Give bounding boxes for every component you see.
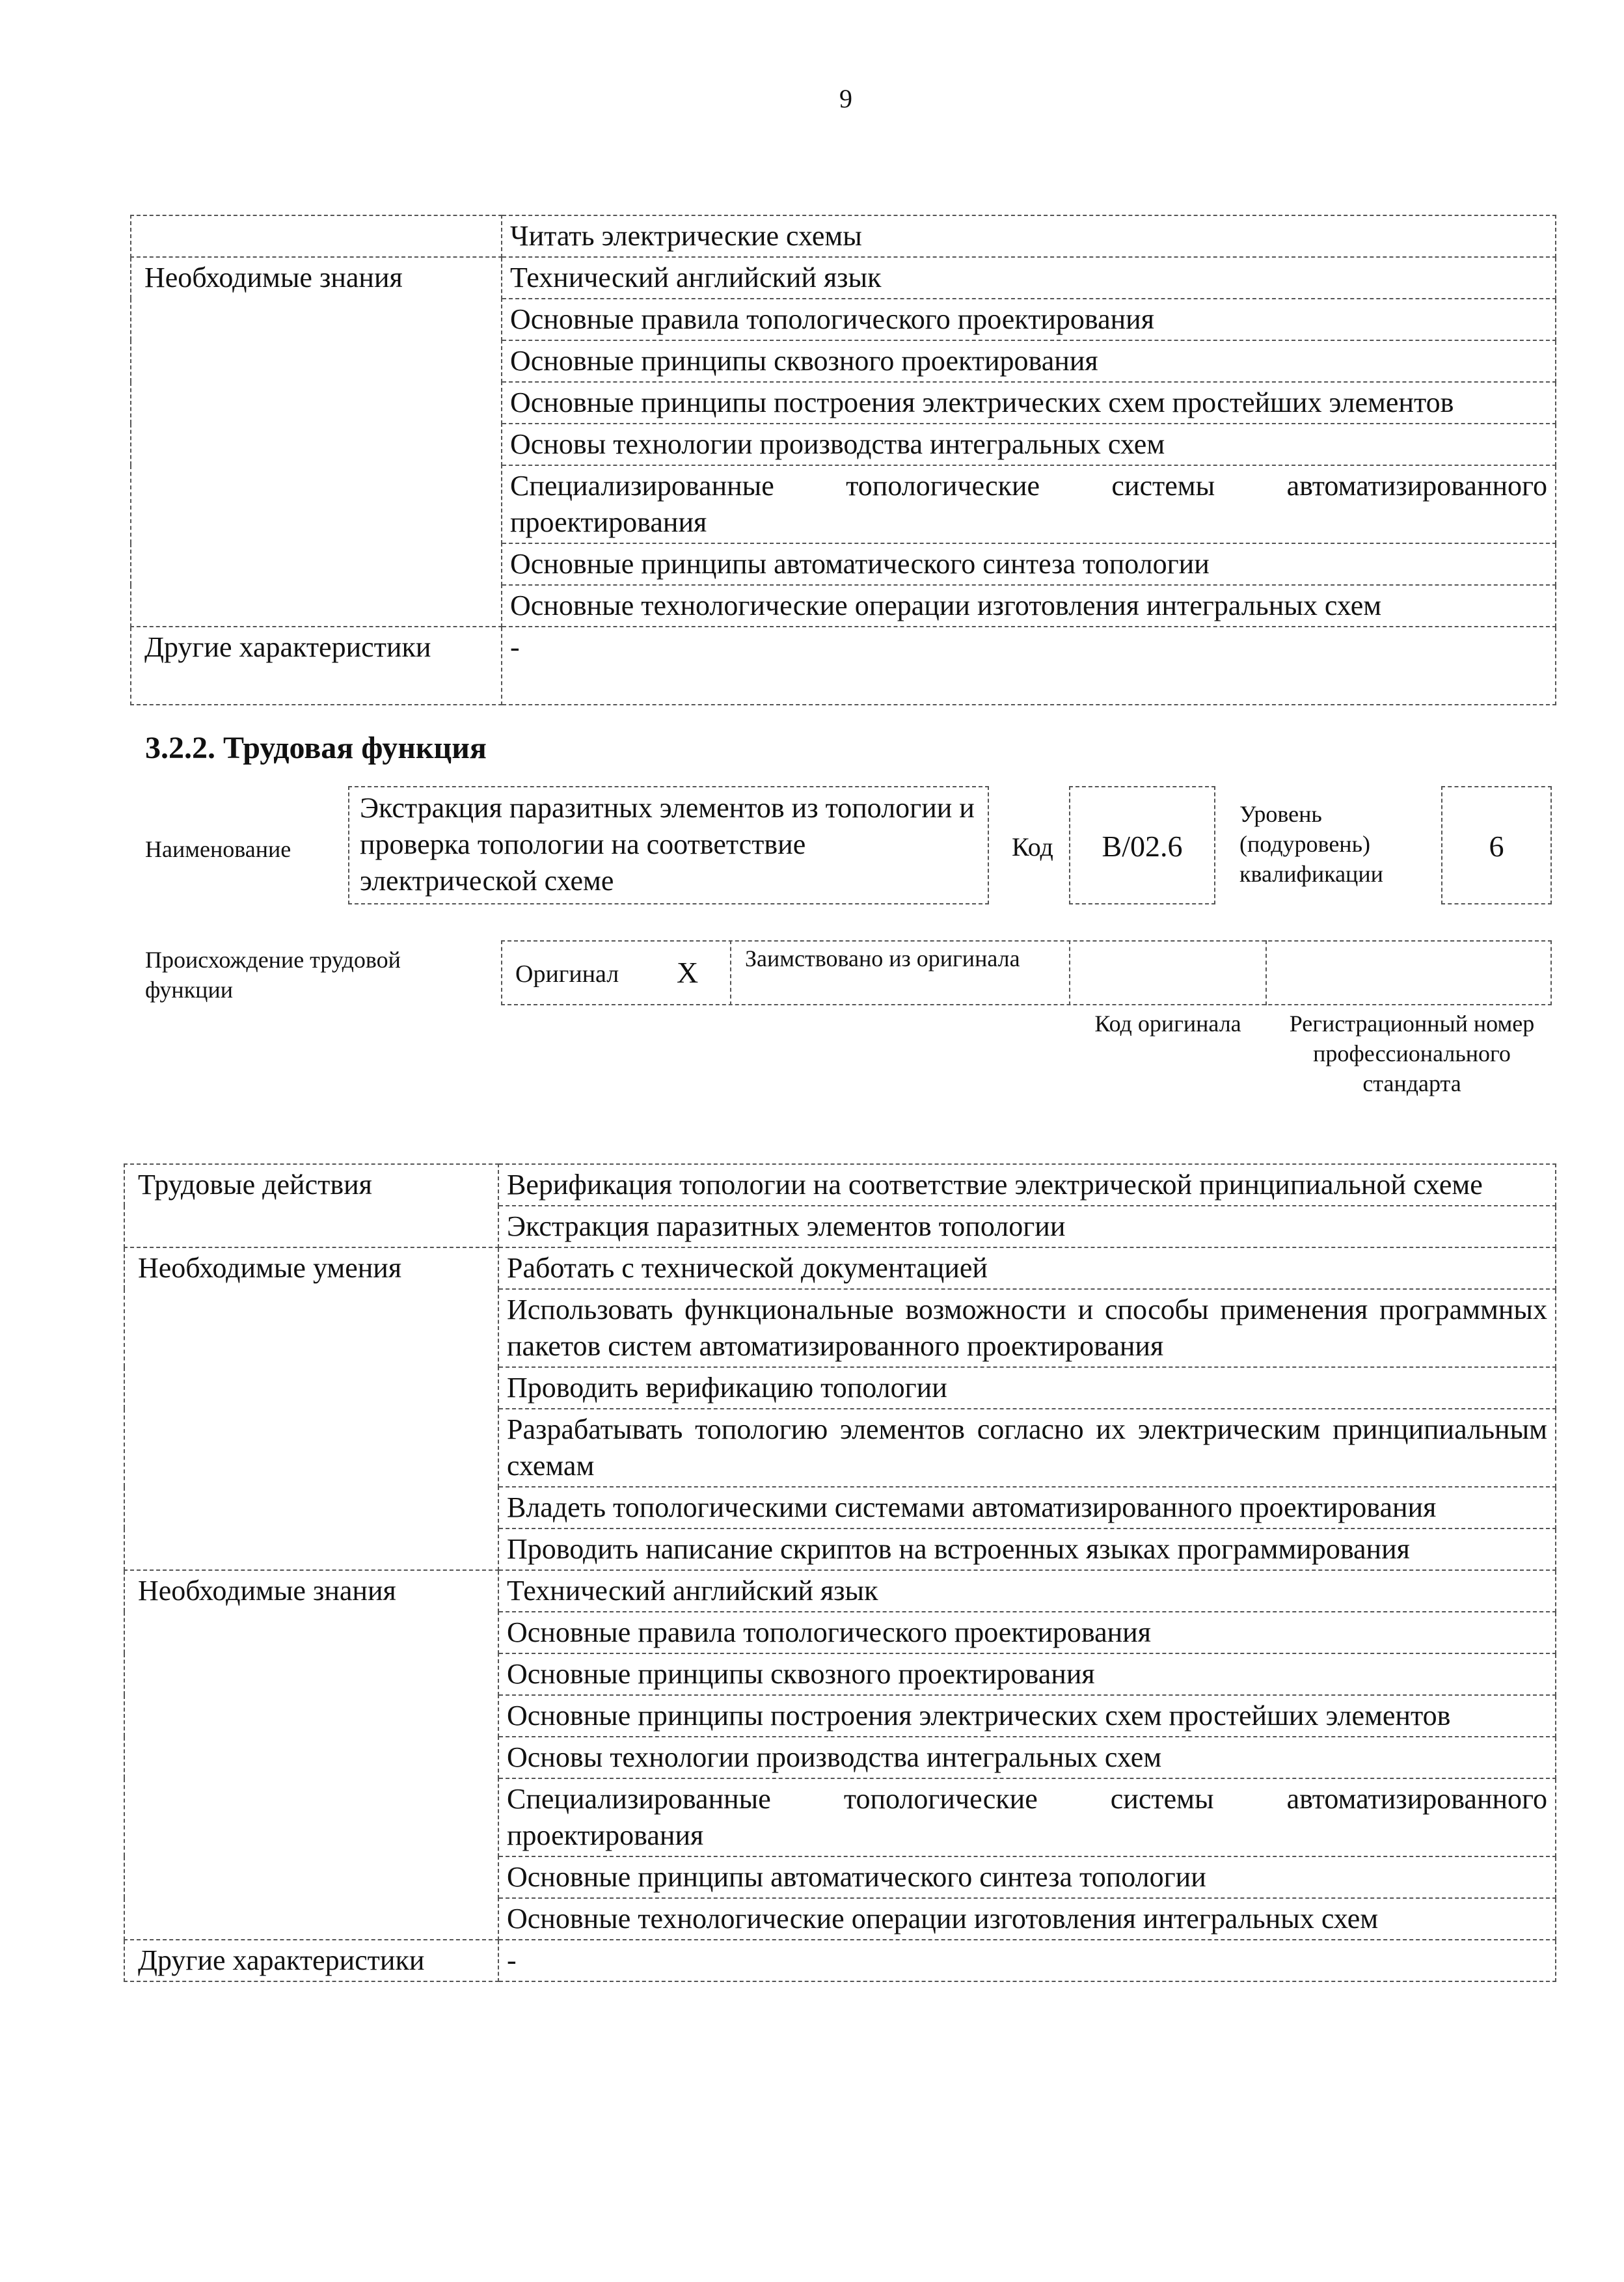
- code-box: B/02.6: [1069, 786, 1215, 904]
- skills-label: Необходимые умения: [124, 1247, 498, 1570]
- knowledge-label: Необходимые знания: [124, 1570, 498, 1940]
- divider: [1265, 940, 1268, 1005]
- table-cell: Основные принципы построения электрических схем простейших элементов: [498, 1695, 1556, 1737]
- table-cell: Владеть топологическими системами автоматизированного проектирования: [498, 1487, 1556, 1528]
- table-cell: Основные технологические операции изготовления интегральных схем: [502, 585, 1556, 627]
- other-value: -: [502, 627, 1556, 705]
- other-value: -: [498, 1940, 1556, 1981]
- table-cell: Специализированные топологические системы автоматизированного проектирования: [502, 465, 1556, 543]
- table-cell: Основные технологические операции изготовления интегральных схем: [498, 1898, 1556, 1940]
- level-box: 6: [1441, 786, 1552, 904]
- function-name-box: Экстракция паразитных элементов из топологии и проверка топологии на соответствие электрической схеме: [348, 786, 989, 904]
- table-cell: Проводить написание скриптов на встроенных языках программирования: [498, 1528, 1556, 1570]
- original-mark: X: [677, 956, 699, 989]
- table-cell: Основные правила топологического проектирования: [502, 299, 1556, 340]
- other-label: Другие характеристики: [131, 627, 502, 705]
- table-cell: Технический английский язык: [498, 1570, 1556, 1612]
- other-label: Другие характеристики: [124, 1940, 498, 1981]
- page-number: 9: [839, 84, 852, 113]
- table-cell: Экстракция паразитных элементов топологии: [498, 1206, 1556, 1247]
- table-cell: Основные принципы автоматического синтеза топологии: [502, 543, 1556, 585]
- origin-label: Происхождение трудовой функции: [145, 947, 401, 1003]
- table-cell: Читать электрические схемы: [502, 215, 1556, 257]
- section-title: 3.2.2. Трудовая функция: [145, 731, 487, 765]
- knowledge-label: Необходимые знания: [131, 257, 502, 627]
- borrowed-label: Заимствовано из оригинала: [745, 945, 1020, 971]
- name-label: Наименование: [145, 836, 291, 862]
- table-cell: Разрабатывать топологию элементов согласно их электрическим принципиальным схемам: [498, 1409, 1556, 1487]
- table-cell: Проводить верификацию топологии: [498, 1367, 1556, 1409]
- table-cell: Работать с технической документацией: [498, 1247, 1556, 1289]
- table-cell: Основные принципы сквозного проектирования: [498, 1653, 1556, 1695]
- table-cell: Основные принципы автоматического синтеза топологии: [498, 1856, 1556, 1898]
- table-cell: Основы технологии производства интегральных схем: [498, 1737, 1556, 1778]
- table-cell: Основные правила топологического проектирования: [498, 1612, 1556, 1653]
- table-cell: Основные принципы построения электрических схем простейших элементов: [502, 382, 1556, 424]
- table-cell: Основы технологии производства интегральных схем: [502, 424, 1556, 465]
- code-original-caption: Код оригинала: [1094, 1011, 1241, 1037]
- table-cell: Технический английский язык: [502, 257, 1556, 299]
- table-cell: Верификация топологии на соответствие электрической принципиальной схеме: [498, 1164, 1556, 1206]
- continuation-table: [130, 215, 1556, 705]
- empty-label-cell: [131, 215, 502, 257]
- labor-function-table: [124, 1163, 1556, 1982]
- level-label: Уровень (подуровень) квалификации: [1239, 801, 1383, 887]
- actions-label: Трудовые действия: [124, 1164, 498, 1247]
- reg-number-caption: Регистрационный номер профессионального стандарта: [1289, 1011, 1535, 1096]
- original-label: Оригинал: [515, 960, 619, 988]
- code-label: Код: [1012, 832, 1053, 862]
- divider: [730, 940, 733, 1005]
- table-cell: Использовать функциональные возможности и способы применения программных пакетов систем автоматизированного проектирования: [498, 1289, 1556, 1367]
- table-cell: Основные принципы сквозного проектирования: [502, 340, 1556, 382]
- divider: [1069, 940, 1072, 1005]
- table-cell: Специализированные топологические системы автоматизированного проектирования: [498, 1778, 1556, 1856]
